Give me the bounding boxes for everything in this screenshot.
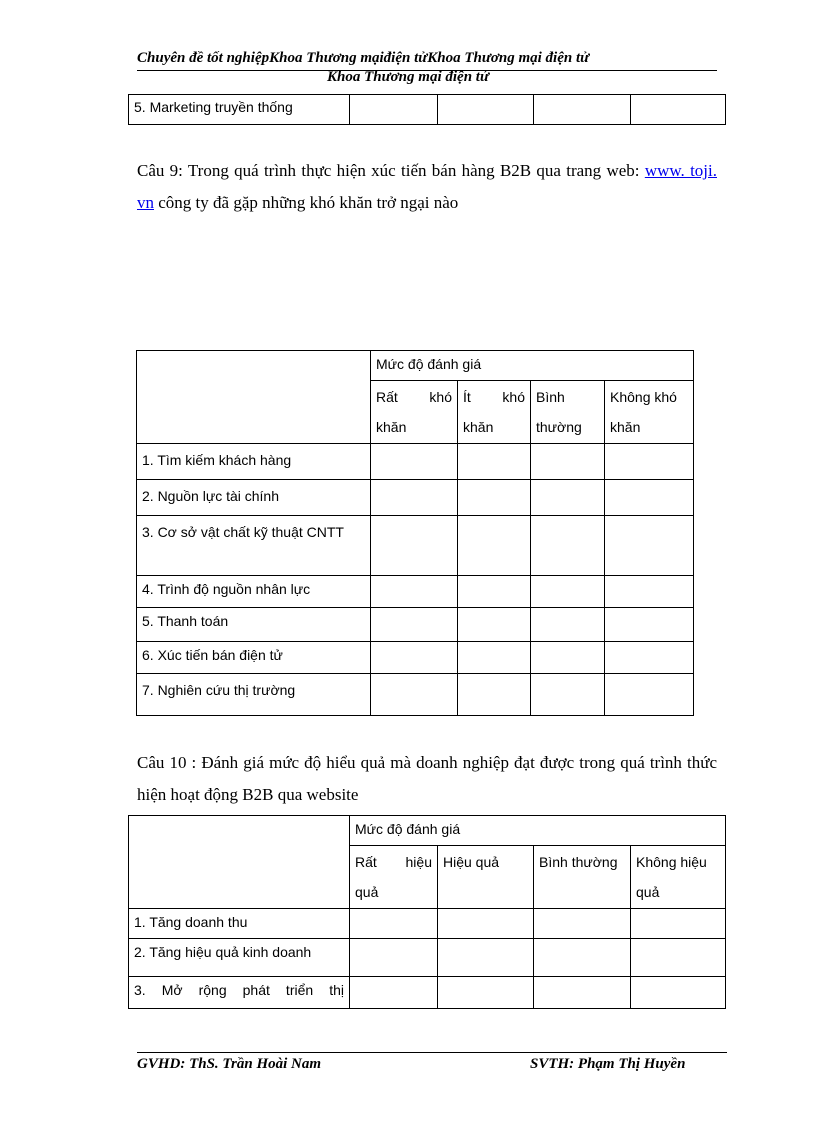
header-subtitle: Khoa Thương mại điện tử	[327, 69, 489, 85]
table-cell	[534, 95, 631, 125]
table-row-label: 2. Tăng hiệu quả kinh doanh	[129, 939, 350, 977]
question-9-text: Câu 9: Trong quá trình thực hiện xúc tiến bán hàng B2B qua trang web:	[137, 161, 645, 180]
column-header: Không khó khăn	[605, 381, 694, 444]
website-link[interactable]: www. toji. vn	[137, 161, 717, 212]
column-header: Rất hiệu quả	[350, 846, 438, 909]
column-header: Rất khó khăn	[371, 381, 458, 444]
column-header: Bình thường	[531, 381, 605, 444]
question-10: Câu 10 : Đánh giá mức độ hiểu quả mà doanh nghiệp đạt được trong quá trình thức hiện hoạt động B2B qua website	[137, 753, 717, 804]
table-row-label: 7. Nghiên cứu thị trường	[137, 674, 371, 716]
effectiveness-table	[128, 815, 726, 1009]
table-row-label: 2. Nguồn lực tài chính	[137, 480, 371, 516]
column-header: Hiệu quả	[438, 846, 534, 909]
empty-header-cell	[137, 351, 371, 444]
table-row-label: 1. Tìm kiếm khách hàng	[137, 444, 371, 480]
table-row-label: 1. Tăng doanh thu	[129, 909, 350, 939]
rating-group-header: Mức độ đánh giá	[350, 816, 726, 846]
table-row-label: 4. Trình độ nguồn nhân lực	[137, 576, 371, 608]
footer-rule	[137, 1052, 727, 1053]
header-title: Chuyên đề tốt nghiệpKhoa Thương mạiđiện tửKhoa Thương mại điện tử	[137, 50, 590, 66]
table-row-label: 5. Thanh toán	[137, 608, 371, 642]
empty-header-cell	[129, 816, 350, 909]
table-cell	[350, 95, 438, 125]
table-cell	[438, 95, 534, 125]
top-table	[128, 94, 726, 125]
table-row-label: 5. Marketing truyền thống	[129, 95, 350, 125]
table-row-label: 6. Xúc tiến bán điện tử	[137, 642, 371, 674]
question-9-text-end: công ty đã gặp những khó khăn trở ngại nào	[154, 193, 459, 212]
column-header: Bình thường	[534, 846, 631, 909]
difficulty-table	[136, 350, 694, 716]
question-9	[137, 155, 717, 219]
column-header: Không hiệu quả	[631, 846, 726, 909]
column-header: Ít khó khăn	[458, 381, 531, 444]
table-row-label: 3. Cơ sở vật chất kỹ thuật CNTT	[137, 516, 371, 576]
table-cell	[631, 95, 726, 125]
footer-supervisor: GVHD: ThS. Trần Hoài Nam	[137, 1056, 322, 1072]
footer-student: SVTH: Phạm Thị Huyền	[530, 1056, 686, 1072]
rating-group-header: Mức độ đánh giá	[371, 351, 694, 381]
table-row-label: 3. Mở rộng phát triển thị	[129, 977, 350, 1009]
